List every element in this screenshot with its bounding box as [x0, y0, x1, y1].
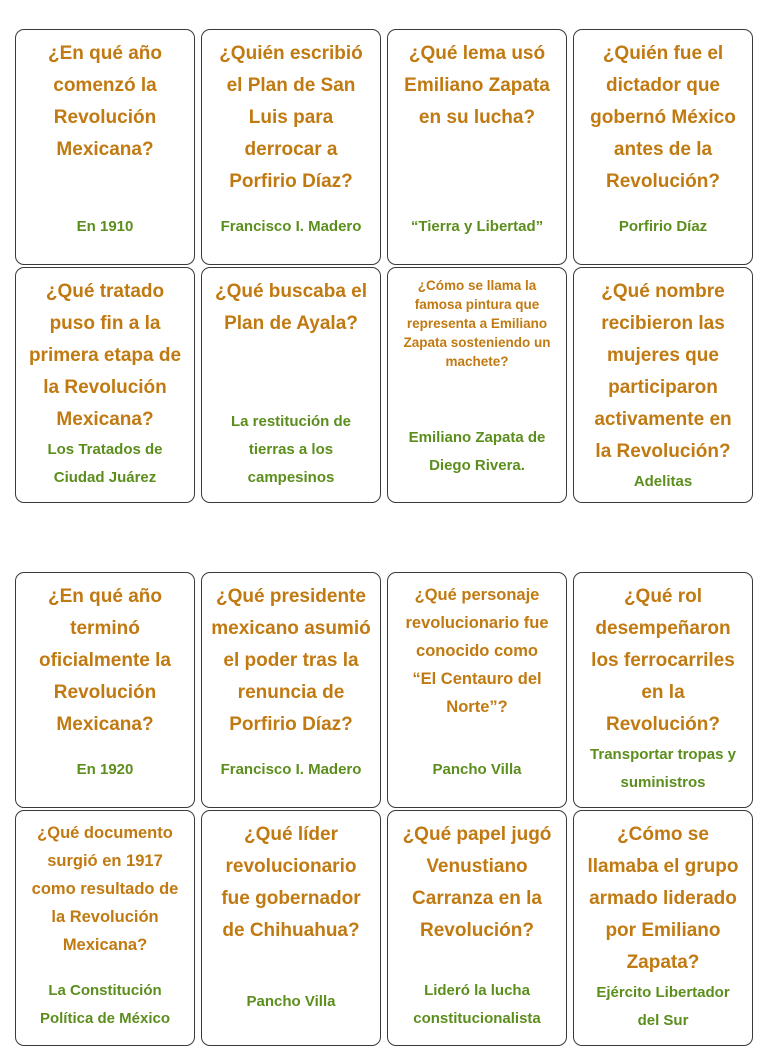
trivia-card [15, 572, 195, 808]
card-answer: La Constitución Política de México [39, 982, 171, 1027]
card-answer: Porfirio Díaz [618, 218, 708, 235]
card-question: ¿Cómo se llama la famosa pintura que representa a Emiliano Zapata sosteniendo un machete? [403, 278, 551, 369]
card-answer: Transportar tropas y suministros [590, 746, 736, 791]
trivia-card [387, 29, 567, 265]
card-question: ¿Quién fue el dictador que gobernó México antes de la Revolución? [590, 43, 736, 192]
card-question: ¿Qué líder revolucionario fue gobernador de Chihuahua? [221, 824, 361, 941]
trivia-card [201, 29, 381, 265]
trivia-card [15, 29, 195, 265]
card-answer: La restitución de tierras a los campesinos [230, 413, 352, 486]
trivia-card [573, 572, 753, 808]
card-answer: Pancho Villa [432, 761, 522, 778]
trivia-card [15, 810, 195, 1046]
card-question: ¿Qué buscaba el Plan de Ayala? [214, 281, 368, 334]
card-answer: “Tierra y Libertad” [410, 218, 544, 235]
trivia-card [15, 267, 195, 503]
trivia-card [573, 29, 753, 265]
card-answer: En 1920 [76, 761, 134, 778]
trivia-card [387, 810, 567, 1046]
card-answer: Adelitas [633, 473, 693, 490]
trivia-card [201, 572, 381, 808]
card-answer: Emiliano Zapata de Diego Rivera. [408, 429, 546, 474]
card-answer: Pancho Villa [246, 993, 336, 1010]
trivia-card [387, 267, 567, 503]
trivia-card [201, 267, 381, 503]
card-answer: En 1910 [76, 218, 134, 235]
trivia-card [573, 267, 753, 503]
card-question: ¿En qué año terminó oficialmente la Revolución Mexicana? [39, 586, 171, 735]
card-answer: Los Tratados de Ciudad Juárez [47, 441, 163, 486]
card-question: ¿Quién escribió el Plan de San Luis para derrocar a Porfirio Díaz? [219, 43, 363, 192]
card-answer: Francisco I. Madero [220, 761, 362, 778]
card-question: ¿Qué lema usó Emiliano Zapata en su lucha? [404, 43, 550, 128]
card-question: ¿Qué tratado puso fin a la primera etapa de la Revolución Mexicana? [28, 281, 182, 430]
trivia-card [201, 810, 381, 1046]
card-question: ¿En qué año comenzó la Revolución Mexicana? [48, 43, 162, 160]
card-question: ¿Qué nombre recibieron las mujeres que participaron activamente en la Revolución? [594, 281, 732, 462]
card-question: ¿Qué papel jugó Venustiano Carranza en la Revolución? [402, 824, 552, 941]
card-answer: Ejército Libertador del Sur [596, 984, 730, 1029]
card-question: ¿Qué documento surgió en 1917 como resultado de la Revolución Mexicana? [31, 824, 179, 954]
card-question: ¿Qué rol desempeñaron los ferrocarriles en la Revolución? [591, 586, 735, 735]
card-question: ¿Qué presidente mexicano asumió el poder tras la renuncia de Porfirio Díaz? [211, 586, 371, 735]
card-answer: Lideró la lucha constitucionalista [413, 982, 541, 1027]
card-answer: Francisco I. Madero [220, 218, 362, 235]
trivia-card [387, 572, 567, 808]
card-question: ¿Cómo se llamaba el grupo armado liderado por Emiliano Zapata? [587, 824, 739, 973]
trivia-card [573, 810, 753, 1046]
card-question: ¿Qué personaje revolucionario fue conocido como “El Centauro del Norte”? [405, 586, 549, 716]
